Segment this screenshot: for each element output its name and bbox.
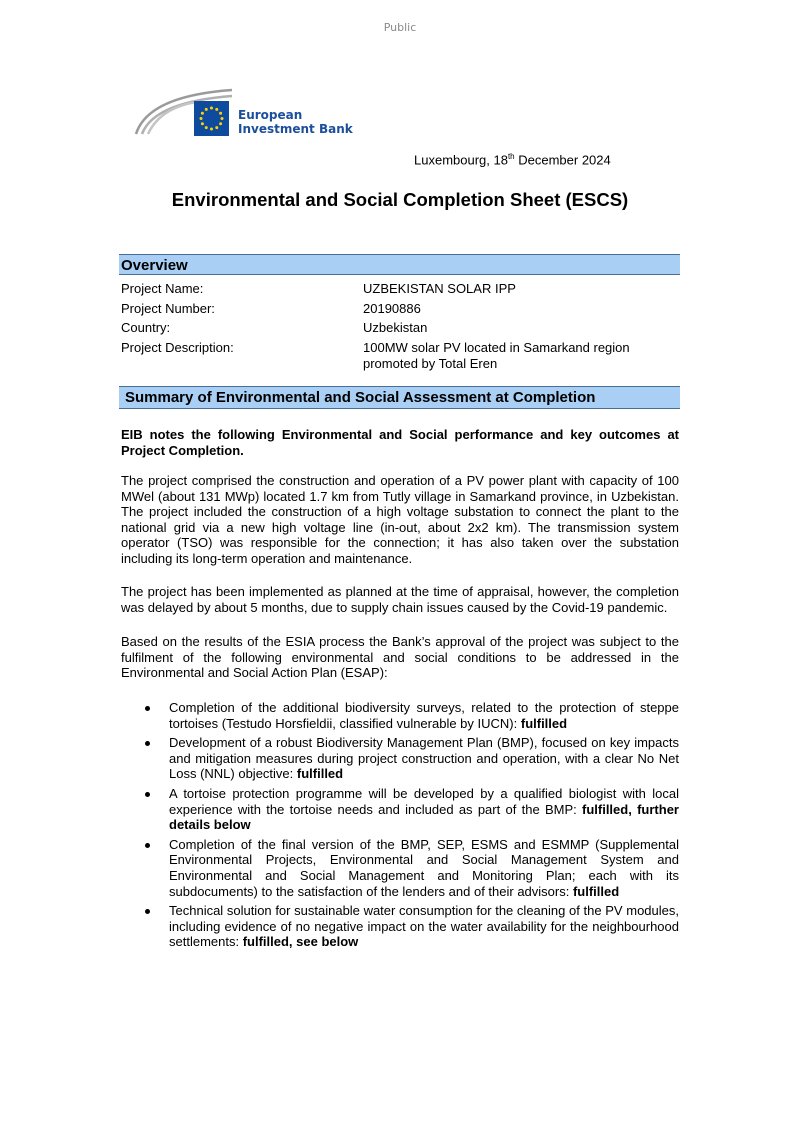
summary-intro: EIB notes the following Environmental and Social performance and key outcomes at Project Completion. — [121, 427, 679, 458]
document-date — [414, 152, 611, 167]
condition-text: Development of a robust Biodiversity Management Plan (BMP), focused on key impacts and mitigation measures during project construction and operation, with a clear No Net Loss (NNL) objective: — [169, 735, 679, 782]
condition-text: Completion of the additional biodiversity surveys, related to the protection of steppe tortoises (Testudo Horsfieldii, classified vulnerable by IUCN): — [169, 700, 679, 731]
overview-value-description: 100MW solar PV located in Samarkand region promoted by Total Eren — [363, 340, 630, 371]
summary-heading: Summary of Environmental and Social Assessment at Completion — [119, 386, 680, 409]
overview-value-country: Uzbekistan — [363, 320, 428, 335]
condition-status: fulfilled — [572, 883, 620, 899]
summary-paragraph: Based on the results of the ESIA process the Bank’s approval of the project was subject to the fulfilment of the following environmental and social conditions to be addressed in the Environmental and Social Action Plan (ESAP): — [121, 634, 679, 681]
condition-status: fulfilled, see below — [242, 934, 359, 950]
condition-status: fulfilled, further details below — [169, 801, 679, 833]
bullet-icon — [145, 909, 150, 914]
classification-label: Public — [383, 21, 417, 34]
overview-heading: Overview — [119, 254, 680, 275]
page-title: Environmental and Social Completion Sheet (ESCS) — [171, 189, 629, 210]
condition-status: fulfilled — [296, 766, 344, 782]
overview-label-description: Project Description: — [121, 340, 234, 355]
bullet-icon — [145, 706, 150, 711]
list-item — [121, 735, 679, 782]
list-item — [121, 837, 679, 899]
date-rest: December 2024 — [514, 152, 611, 168]
bullet-icon — [145, 792, 150, 797]
condition-status: fulfilled — [520, 715, 568, 731]
eu-flag-icon — [194, 101, 229, 136]
logo-line-1: European — [238, 108, 303, 122]
summary-paragraph: The project comprised the construction and operation of a PV power plant with capacity of 100 MWel (about 131 MWp) located 1.7 km from Tutly village in Samarkand province, in Uzbekistan. The project included the construction of a high voltage substation to connect the plant to the national grid via a new high voltage line (in-out, about 2x2 km). The transmission system operator (TSO) was responsible for the connection; it has also taken over the substation including its long-term operation and maintenance. — [121, 473, 679, 566]
list-item — [121, 700, 679, 731]
overview-label-project-name: Project Name: — [121, 281, 204, 296]
overview-label-country: Country: — [121, 320, 171, 335]
list-item — [121, 903, 679, 950]
overview-value-project-number: 20190886 — [363, 301, 421, 316]
date-prefix: Luxembourg, 18 — [414, 152, 508, 168]
overview-label-project-number: Project Number: — [121, 301, 215, 316]
logo-wordmark — [238, 108, 353, 136]
eib-logo — [134, 86, 353, 138]
bullet-icon — [145, 741, 150, 746]
bullet-icon — [145, 843, 150, 848]
list-item — [121, 786, 679, 833]
date-suffix-sup: th — [507, 152, 515, 161]
logo-line-2: Investment Bank — [238, 122, 353, 136]
summary-paragraph: The project has been implemented as planned at the time of appraisal, however, the completion was delayed by about 5 months, due to supply chain issues caused by the Covid-19 pandemic. — [121, 584, 679, 615]
overview-value-project-name: UZBEKISTAN SOLAR IPP — [363, 281, 516, 296]
condition-text: Completion of the final version of the BMP, SEP, ESMS and ESMMP (Supplemental Environmental Projects, Environmental and Social Management System and Environmental and Social Management and Monitoring Plan; each with its subdocuments) to the satisfaction of the lenders and of their advisors: — [169, 836, 679, 899]
condition-text: A tortoise protection programme will be developed by a qualified biologist with local experience with the tortoise needs and included as part of the BMP: — [169, 785, 679, 817]
esap-conditions-list — [121, 700, 679, 954]
condition-text: Technical solution for sustainable water consumption for the cleaning of the PV modules, including evidence of no negative impact on the water availability for the neighbourhood settlements: — [169, 903, 679, 950]
